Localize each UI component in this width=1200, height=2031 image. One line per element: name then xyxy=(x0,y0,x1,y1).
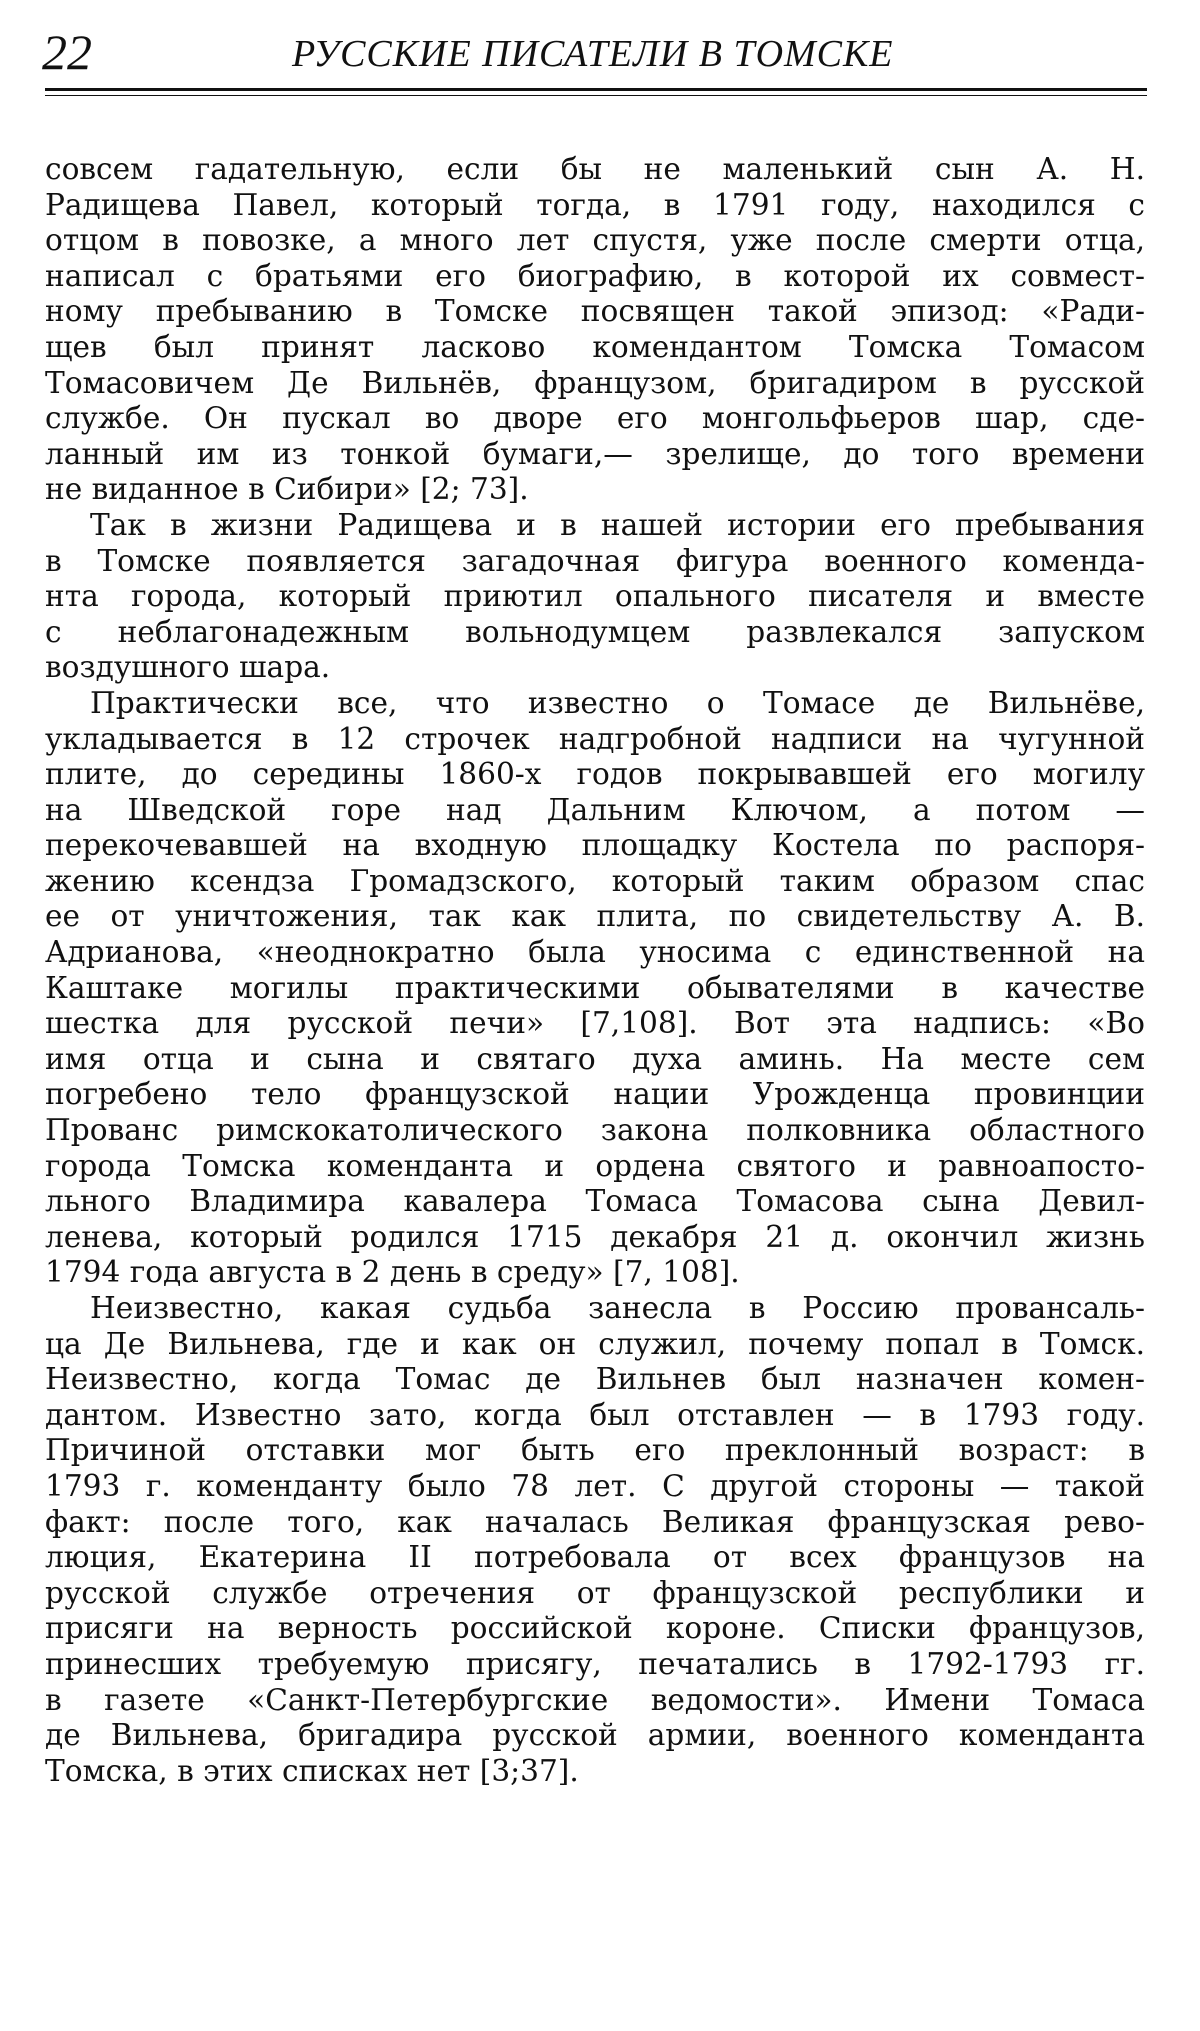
text-line: нта города, который приютил опального писателя и вместе xyxy=(45,579,1145,614)
text-line: перекочевавшей на входную площадку Костела по распоря- xyxy=(45,828,1145,863)
text-line: имя отца и сына и святаго духа аминь. На месте сем xyxy=(45,1041,1145,1076)
text-line: совсем гадательную, если бы не маленький сын А. Н. xyxy=(45,152,1145,186)
text-line: русской службе отречения от французской республики и xyxy=(45,1575,1145,1610)
text-line: Неизвестно, какая судьба занесла в Россию провансаль- xyxy=(90,1291,1145,1325)
text-line: ланный им из тонкой бумаги,— зрелище, до того времени xyxy=(45,436,1145,471)
text-line: 1794 года августа в 2 день в среду» [7, 108]. xyxy=(45,1255,740,1290)
text-line: Прованс римскокатолического закона полковника областного xyxy=(45,1113,1145,1148)
text-line: Радищева Павел, который тогда, в 1791 году, находился с xyxy=(45,187,1145,222)
paragraph xyxy=(45,1291,1145,1789)
text-line: с неблагонадежным вольнодумцем развлекался запуском xyxy=(45,614,1145,649)
text-line: Практически все, что известно о Томасе де Вильнёве, xyxy=(90,685,1145,720)
text-line: де Вильнева, бригадира русской армии, военного коменданта xyxy=(45,1718,1145,1753)
text-line: дантом. Известно зато, когда был отставлен — в 1793 году. xyxy=(45,1397,1145,1432)
text-line: написал с братьями его биографию, в которой их совмест- xyxy=(45,258,1145,293)
text-line: в газете «Санкт-Петербургские ведомости». Имени Томаса xyxy=(45,1682,1145,1717)
text-line: ее от уничтожения, так как плита, по свидетельству А. В. xyxy=(45,899,1145,934)
paragraph xyxy=(45,508,1145,686)
text-line: жению ксендза Громадзского, который таким образом спас xyxy=(45,863,1145,898)
page-number: 22 xyxy=(42,24,92,80)
text-line: принесших требуемую присягу, печатались в 1792-1793 гг. xyxy=(45,1646,1145,1681)
text-line: Каштаке могилы практическими обывателями в качестве xyxy=(45,970,1145,1005)
text-line: воздушного шара. xyxy=(45,650,331,685)
text-line: службе. Он пускал во дворе его монгольфьеров шар, сде- xyxy=(45,401,1145,436)
text-line: ца Де Вильнева, где и как он служил, почему попал в Томск. xyxy=(45,1326,1145,1361)
text-line: факт: после того, как началась Великая французская рево- xyxy=(45,1504,1145,1539)
text-line: 1793 г. коменданту было 78 лет. С другой стороны — такой xyxy=(45,1468,1145,1503)
text-line: Томасовичем Де Вильнёв, французом, бригадиром в русской xyxy=(45,365,1145,400)
text-line: погребено тело французской нации Урожденца провинции xyxy=(45,1077,1145,1112)
text-line: не виданное в Сибири» [2; 73]. xyxy=(45,472,529,507)
text-line: Томска, в этих списках нет [3;37]. xyxy=(45,1753,579,1788)
text-line: в Томске появляется загадочная фигура военного коменда- xyxy=(45,543,1145,578)
text-line: льного Владимира кавалера Томаса Томасова сына Девил- xyxy=(45,1184,1145,1219)
running-title: РУССКИЕ ПИСАТЕЛИ В ТОМСКЕ xyxy=(292,33,894,75)
text-line: ленева, который родился 1715 декабря 21 д. окончил жизнь xyxy=(45,1219,1145,1254)
text-line: ному пребыванию в Томске посвящен такой эпизод: «Ради- xyxy=(45,294,1145,329)
header-rule-thin xyxy=(45,95,1147,96)
text-line: Адрианова, «неоднократно была уносима с единственной на xyxy=(45,935,1145,970)
body-text xyxy=(45,152,1145,1789)
text-line: города Томска коменданта и ордена святого и равноапосто- xyxy=(45,1148,1145,1183)
running-head xyxy=(40,22,1150,82)
paragraph xyxy=(45,686,1145,1291)
text-line: присяги на верность российской короне. Списки французов, xyxy=(45,1611,1145,1646)
paragraph xyxy=(45,152,1145,508)
text-line: Причиной отставки мог быть его преклонный возраст: в xyxy=(45,1433,1145,1468)
text-line: плите, до середины 1860-х годов покрывавшей его могилу xyxy=(45,757,1145,792)
text-line: люция, Екатерина II потребовала от всех французов на xyxy=(45,1540,1145,1575)
text-line: укладывается в 12 строчек надгробной надписи на чугунной xyxy=(45,721,1145,756)
text-line: Неизвестно, когда Томас де Вильнев был назначен комен- xyxy=(45,1362,1145,1397)
text-line: Так в жизни Радищева и в нашей истории его пребывания xyxy=(90,507,1145,542)
header-rule-thick xyxy=(45,88,1147,91)
text-line: на Шведской горе над Дальним Ключом, а потом — xyxy=(45,792,1145,827)
text-line: отцом в повозке, а много лет спустя, уже после смерти отца, xyxy=(45,223,1145,258)
text-line: шестка для русской печи» [7,108]. Вот эта надпись: «Во xyxy=(45,1006,1145,1041)
text-line: щев был принят ласково комендантом Томска Томасом xyxy=(45,329,1145,364)
